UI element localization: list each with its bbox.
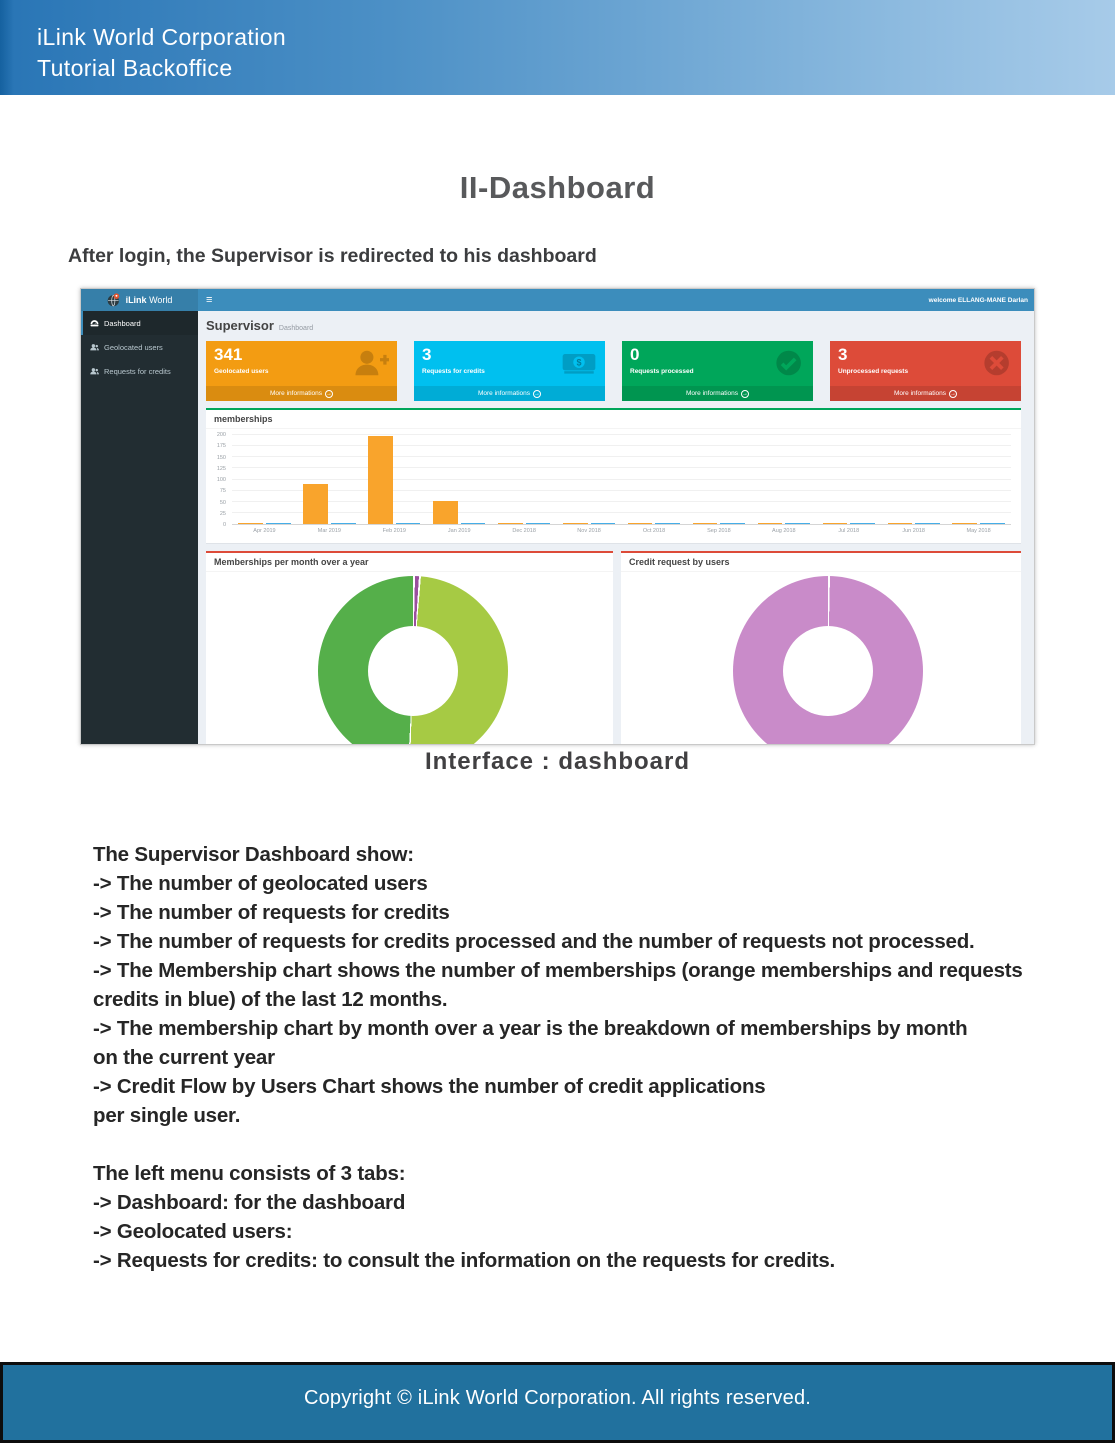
bar	[498, 523, 523, 524]
body-line: per single user.	[93, 1104, 241, 1127]
svg-text:$: $	[576, 357, 582, 368]
stat-value: 341	[214, 345, 243, 364]
bar-group	[297, 435, 362, 524]
bar-group	[686, 435, 751, 524]
bar	[758, 523, 783, 524]
x-tick: Aug 2018	[772, 528, 796, 534]
bar	[915, 523, 940, 524]
body-line: -> The number of requests for credits processed and the number of requests not processed.	[93, 930, 975, 953]
dashboard-icon	[90, 319, 99, 328]
body-line: -> Credit Flow by Users Chart shows the number of credit applications	[93, 1075, 766, 1098]
bar-group	[362, 435, 427, 524]
x-tick: Mar 2019	[317, 528, 341, 534]
body-line: -> The number of requests for credits	[93, 901, 450, 924]
body-line: -> The number of geolocated users	[93, 872, 428, 895]
arrow-circle-icon: →	[326, 390, 333, 397]
dashboard-screenshot	[80, 288, 1035, 745]
more-informations-link[interactable]	[830, 386, 1021, 401]
stat-card-requests-processed[interactable]	[622, 341, 813, 401]
content-title: Supervisor	[206, 318, 274, 333]
globe-pin-icon	[107, 293, 121, 307]
bar-group	[492, 435, 557, 524]
bar	[655, 523, 680, 524]
more-informations-label: More informations	[477, 390, 531, 397]
bar	[563, 523, 588, 524]
money-icon	[561, 346, 597, 380]
more-informations-label: More informations	[685, 390, 739, 397]
bar	[238, 523, 263, 524]
bar-group	[751, 435, 816, 524]
memberships-panel-title: memberships	[206, 410, 1021, 429]
page-title: II-Dashboard	[459, 170, 656, 205]
memberships-panel	[206, 408, 1021, 544]
bar	[823, 523, 848, 524]
more-informations-link[interactable]	[414, 386, 605, 401]
x-tick: Feb 2019	[382, 528, 406, 534]
document-footer	[0, 1362, 1115, 1443]
x-tick: Sep 2018	[707, 528, 731, 534]
memberships-y-axis: 0 25 50 75 100 125 150 175 200	[216, 432, 226, 528]
bar	[368, 436, 393, 524]
stat-label: Requests for credits	[422, 368, 485, 375]
bar	[266, 523, 291, 524]
users-icon	[90, 367, 99, 376]
x-tick: Apr 2019	[253, 528, 276, 534]
sidebar-item-label: Geolocated users	[104, 342, 163, 352]
x-tick: Dec 2018	[512, 528, 536, 534]
bar-group	[427, 435, 492, 524]
memberships-per-month-panel	[206, 551, 613, 745]
header-line1: iLink World Corporation	[37, 24, 287, 50]
bar	[331, 523, 356, 524]
bar	[433, 501, 458, 524]
donut-panels-row	[206, 551, 1021, 745]
bar	[888, 523, 913, 524]
memberships-chart	[212, 432, 1011, 534]
more-informations-label: More informations	[269, 390, 323, 397]
bar	[720, 523, 745, 524]
stat-label: Requests processed	[630, 368, 694, 375]
copyright-text: Copyright © iLink World Corporation. All rights reserved.	[303, 1387, 812, 1409]
welcome-user-label: welcome ELLANG-MANE Darlan	[928, 296, 1028, 304]
top-navbar	[81, 289, 1034, 311]
sidebar-toggle-icon[interactable]: ≡	[206, 294, 213, 306]
bar-group	[232, 435, 297, 524]
more-informations-link[interactable]	[206, 386, 397, 401]
bar	[591, 523, 616, 524]
arrow-circle-icon: →	[950, 390, 957, 397]
stat-label: Unprocessed requests	[838, 368, 909, 375]
stat-label: Geolocated users	[214, 368, 269, 375]
body-line: -> Dashboard: for the dashboard	[93, 1191, 406, 1214]
more-informations-link[interactable]	[622, 386, 813, 401]
body-line: -> The membership chart by month over a year is the breakdown of memberships by month	[93, 1017, 968, 1040]
bar-group	[622, 435, 687, 524]
content-heading	[206, 317, 1021, 335]
bar	[628, 523, 653, 524]
bar-group	[881, 435, 946, 524]
body-line: credits in blue) of the last 12 months.	[93, 988, 448, 1011]
stat-card-requests-for-credits[interactable]	[414, 341, 605, 401]
sidebar-item-label: Requests for credits	[104, 366, 171, 376]
sidebar	[81, 311, 198, 745]
x-tick: Oct 2018	[642, 528, 666, 534]
sidebar-item-requests-for-credits[interactable]	[81, 359, 198, 383]
users-icon	[90, 343, 99, 352]
x-circle-icon	[977, 346, 1013, 380]
stat-card-unprocessed-requests[interactable]	[830, 341, 1021, 401]
x-tick: May 2018	[966, 528, 991, 534]
stat-value: 0	[630, 345, 640, 364]
bar	[693, 523, 718, 524]
bar	[952, 523, 977, 524]
memberships-x-axis	[232, 525, 1011, 534]
main-content	[198, 311, 1035, 745]
stat-cards-row	[206, 341, 1021, 401]
body-line: on the current year	[93, 1046, 275, 1069]
memberships-per-month-title: Memberships per month over a year	[206, 553, 613, 572]
arrow-circle-icon: →	[742, 390, 749, 397]
donut-1-hole	[368, 626, 458, 716]
brand-text: iLink World	[125, 295, 173, 305]
sidebar-item-geolocated-users[interactable]	[81, 335, 198, 359]
stat-value: 3	[838, 345, 848, 364]
screenshot-caption: Interface : dashboard	[424, 748, 691, 775]
bar	[396, 523, 421, 524]
sidebar-item-dashboard[interactable]	[81, 311, 198, 335]
bar-group	[557, 435, 622, 524]
intro-text: After login, the Supervisor is redirected to his dashboard	[68, 245, 597, 267]
body-line: -> The Membership chart shows the number of memberships (orange memberships and requests	[93, 959, 1023, 982]
more-informations-label: More informations	[893, 390, 947, 397]
brand-logo[interactable]	[81, 289, 198, 311]
stat-value: 3	[422, 345, 432, 364]
header-line2: Tutorial Backoffice	[37, 55, 233, 81]
content-subtitle: Dashboard	[278, 325, 314, 332]
document-header	[0, 0, 1115, 95]
x-tick: Jun 2018	[902, 528, 925, 534]
body-line: The left menu consists of 3 tabs:	[93, 1162, 406, 1185]
bar	[850, 523, 875, 524]
bar	[785, 523, 810, 524]
body-line: The Supervisor Dashboard show:	[93, 843, 414, 866]
sidebar-item-label: Dashboard	[104, 318, 141, 328]
bar-group	[946, 435, 1011, 524]
body-text	[93, 840, 1053, 1275]
bar-group	[816, 435, 881, 524]
bar	[461, 523, 486, 524]
memberships-columns	[232, 435, 1011, 524]
body-line	[93, 1130, 1053, 1159]
bar	[980, 523, 1005, 524]
donut-2-hole	[783, 626, 873, 716]
x-tick: Jul 2018	[838, 528, 860, 534]
body-line: -> Requests for credits: to consult the information on the requests for credits.	[93, 1249, 836, 1272]
x-tick: Jan 2019	[447, 528, 471, 534]
arrow-circle-icon: →	[534, 390, 541, 397]
user-plus-icon	[353, 346, 389, 380]
check-circle-icon	[769, 346, 805, 380]
credit-request-panel	[621, 551, 1021, 745]
credit-request-title: Credit request by users	[621, 553, 1021, 572]
x-tick: Nov 2018	[577, 528, 601, 534]
bar	[303, 484, 328, 524]
stat-card-geolocated-users[interactable]	[206, 341, 397, 401]
body-line: -> Geolocated users:	[93, 1220, 293, 1243]
bar	[526, 523, 551, 524]
